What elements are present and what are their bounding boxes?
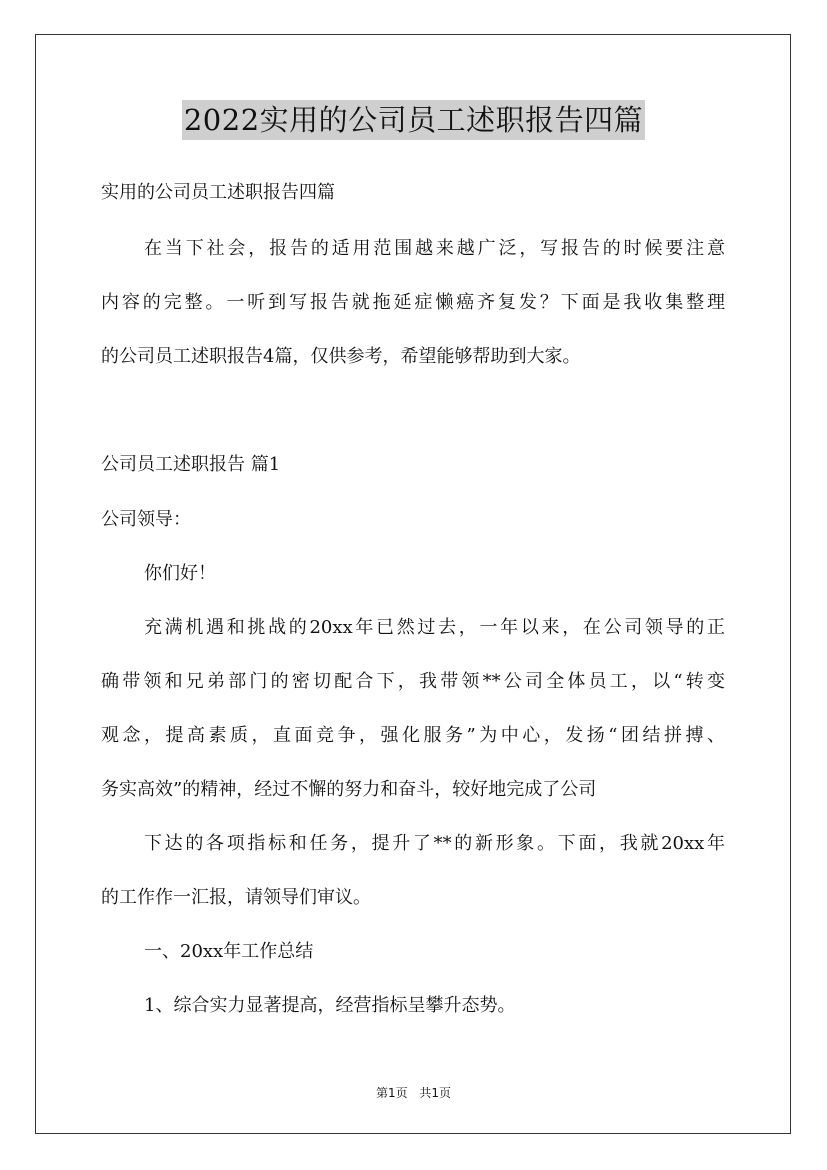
intro-line-1: 在当下社会，报告的适用范围越来越广泛，写报告的时候要注意 bbox=[144, 238, 725, 259]
document-subtitle: 实用的公司员工述职报告四篇 bbox=[101, 182, 335, 203]
para1-line-2: 确带领和兄弟部门的密切配合下，我带领**公司全体员工，以“转变 bbox=[101, 671, 725, 692]
para1-line-1: 充满机遇和挑战的20xx年已然过去，一年以来，在公司领导的正 bbox=[144, 617, 725, 638]
para1-line-4: 务实高效”的精神，经过不懈的努力和奋斗，较好地完成了公司 bbox=[101, 779, 597, 800]
section-heading: 公司员工述职报告 篇1 bbox=[101, 454, 281, 475]
salutation: 公司领导： bbox=[101, 509, 191, 530]
intro-line-3: 的公司员工述职报告4篇，仅供参考，希望能够帮助到大家。 bbox=[101, 346, 581, 367]
page-footer bbox=[0, 1084, 827, 1101]
page-total: 共1页 bbox=[419, 1086, 452, 1100]
para2-line-1: 下达的各项指标和任务，提升了**的新形象。下面，我就20xx年 bbox=[144, 833, 725, 854]
para1-line-3: 观念，提高素质，直面竞争，强化服务”为中心，发扬“团结拼搏、 bbox=[101, 725, 725, 746]
page-number: 第1页 bbox=[375, 1086, 408, 1100]
heading-1: 一、20xx年工作总结 bbox=[144, 941, 314, 962]
title-container bbox=[0, 100, 827, 140]
greeting: 你们好！ bbox=[144, 563, 216, 584]
item-1: 1、综合实力显著提高，经营指标呈攀升态势。 bbox=[144, 995, 516, 1016]
intro-line-2: 内容的完整。一听到写报告就拖延症懒癌齐复发？下面是我收集整理 bbox=[101, 292, 725, 313]
document-title: 2022实用的公司员工述职报告四篇 bbox=[182, 100, 645, 140]
para2-line-2: 的工作作一汇报，请领导们审议。 bbox=[101, 887, 371, 908]
